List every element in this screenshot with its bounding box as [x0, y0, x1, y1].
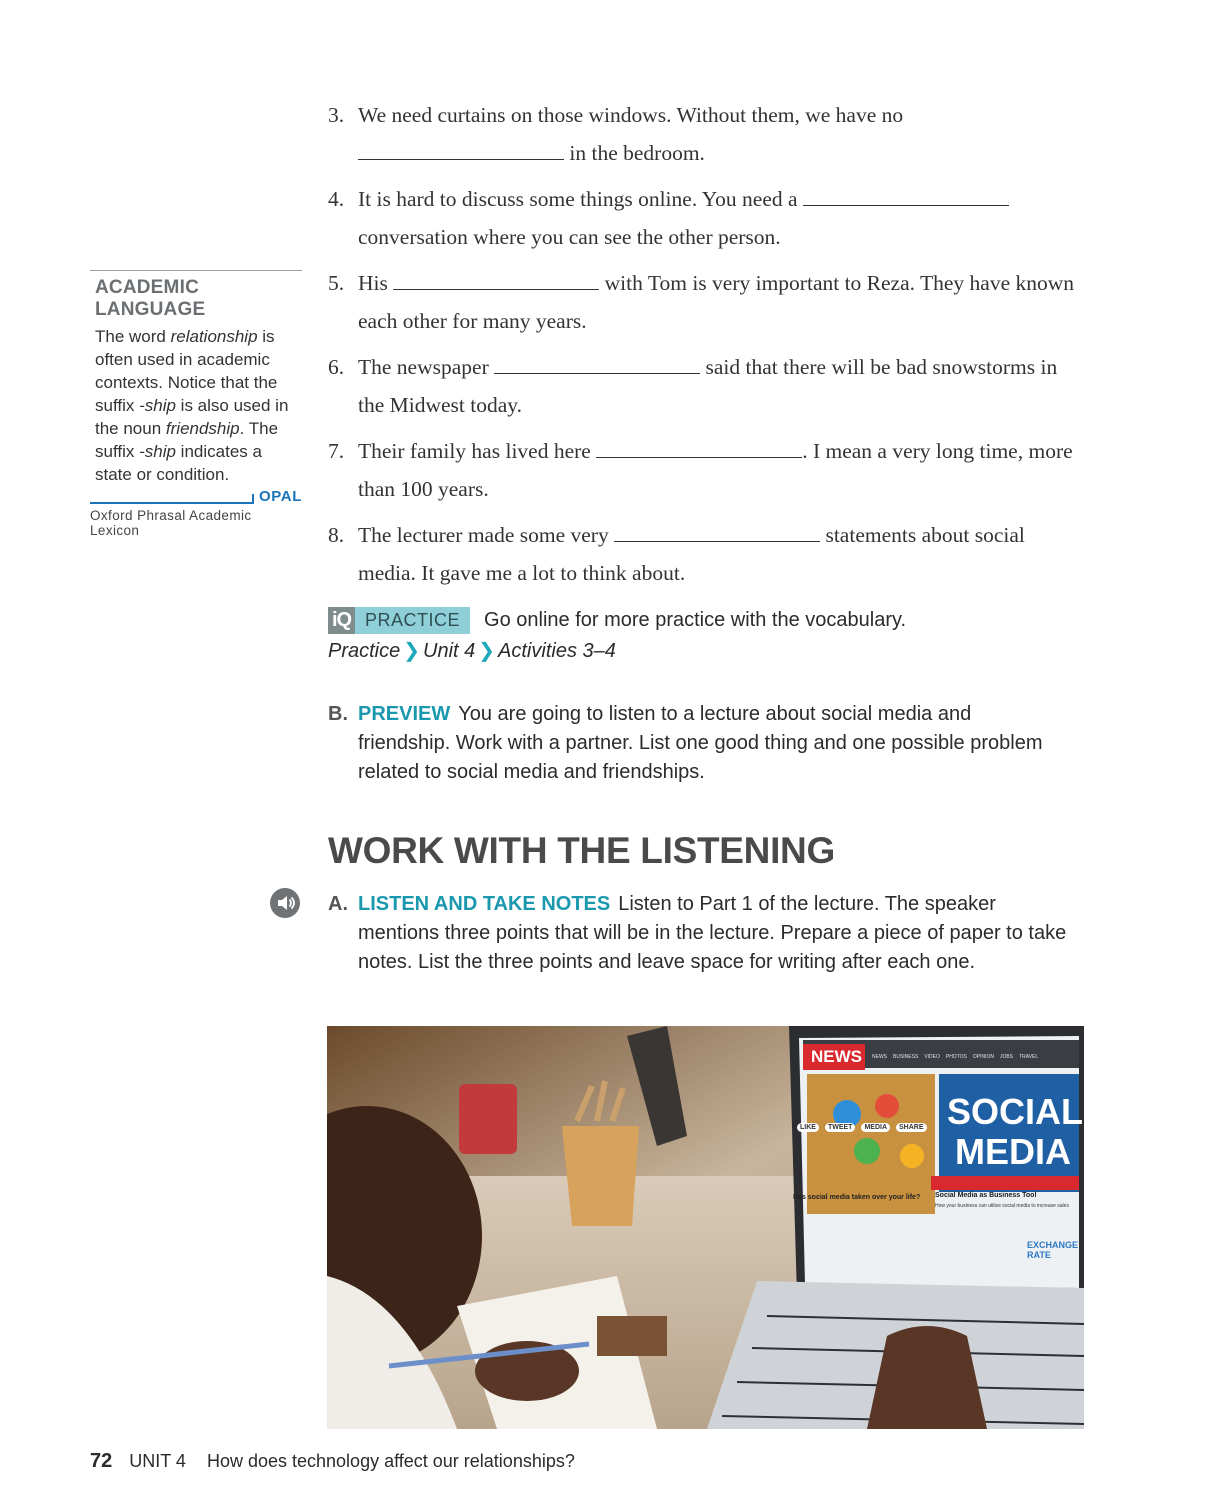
sidebar-text: . The suffix [95, 419, 279, 461]
chevron-right-icon: ❯ [478, 640, 496, 662]
answer-blank[interactable] [803, 183, 1009, 206]
chevron-right-icon: ❯ [403, 640, 421, 662]
activity-letter: A. [328, 893, 348, 915]
answer-blank[interactable] [494, 351, 700, 374]
nav-item: NEWS [872, 1054, 887, 1060]
media-bubble: MEDIA [861, 1123, 890, 1132]
news-headline: Has social media taken over your life? [793, 1194, 921, 1201]
exercise-item-5 [328, 264, 1088, 340]
nav-item: PHOTOS [945, 1054, 967, 1060]
preview-activity [328, 700, 1068, 787]
sidebar-text: is often used in academic contexts. Notice that the suffix [95, 327, 278, 415]
share-bubble: SHARE [896, 1123, 927, 1132]
item-text-after: . I mean a very long time, more than 100 years. [358, 439, 1073, 501]
item-text-after: conversation where you can see the other person. [358, 225, 781, 249]
answer-blank[interactable] [614, 519, 820, 542]
news-nav [872, 1054, 1072, 1060]
item-number: 3. [328, 103, 345, 127]
sidebar-term: -ship [139, 396, 176, 415]
tweet-bubble: TWEET [825, 1123, 856, 1132]
nav-item: OPINION [972, 1054, 995, 1060]
section-title: WORK WITH THE LISTENING [328, 830, 835, 871]
opal-rule [90, 494, 254, 504]
listen-activity [328, 890, 1068, 977]
banner-word: MEDIA [955, 1131, 1071, 1172]
exchange-rate-label [1027, 1240, 1078, 1260]
sidebar-rule [90, 270, 302, 271]
page-footer [90, 1450, 575, 1473]
activity-text: You are going to listen to a lecture about social media and friendship. Work with a partner. List one good thing and one possible problem related to social media and friendships. [358, 703, 1043, 783]
nav-item: VIDEO [924, 1054, 940, 1060]
item-text-before: The lecturer made some very [358, 523, 609, 547]
practice-path[interactable] [328, 638, 1088, 663]
item-number: 8. [328, 523, 345, 547]
iq-practice [328, 607, 1088, 663]
nav-item: JOBS [1000, 1054, 1014, 1060]
path-step: Practice [328, 640, 401, 662]
activity-letter: B. [328, 703, 348, 725]
exchange-word: EXCHANGE [1027, 1240, 1079, 1250]
nav-item: TRAVEL [1019, 1054, 1039, 1060]
like-bubble: LIKE [797, 1123, 819, 1132]
photo-laptop-social-media [327, 1026, 1084, 1429]
item-text-before: It is hard to discuss some things online. You need a [358, 187, 798, 211]
collage-bubbles [797, 1123, 927, 1132]
item-text-after: statements about social media. It gave me a lot to think about. [358, 523, 1025, 585]
answer-blank[interactable] [393, 267, 599, 290]
opal-full-name: Oxford Phrasal Academic Lexicon [90, 508, 252, 538]
item-text-before: The newspaper [358, 355, 489, 379]
item-number: 6. [328, 355, 345, 379]
unit-label: UNIT 4 [129, 1451, 186, 1471]
activity-text: Listen to Part 1 of the lecture. The speaker mentions three points that will be in the lecture. Prepare a piece of paper to take notes. List the three points and leave space for writing after each one. [358, 893, 1067, 973]
path-step: Activities 3–4 [498, 640, 616, 662]
sidebar-term: relationship [170, 327, 258, 346]
nav-item: BUSINESS [893, 1054, 919, 1060]
practice-badge: PRACTICE [355, 607, 470, 634]
practice-text: Go online for more practice with the vocabulary. [484, 609, 907, 631]
path-step: Unit 4 [423, 640, 476, 662]
exercise-items [328, 96, 1088, 600]
activity-label: PREVIEW [358, 703, 451, 725]
item-text-before: Their family has lived here [358, 439, 591, 463]
item-number: 5. [328, 271, 345, 295]
activity-label: LISTEN AND TAKE NOTES [358, 893, 611, 915]
item-text-after: in the bedroom. [569, 141, 705, 165]
item-text-before: We need curtains on those windows. Without them, we have no [358, 103, 904, 127]
sidebar-text: is also used in the noun [95, 396, 289, 438]
exercise-item-4 [328, 180, 1088, 256]
iq-logo: iQ [328, 607, 355, 634]
banner-word: SOCIAL [947, 1091, 1084, 1132]
sidebar-text: The word [95, 327, 171, 346]
news-logo: NEWS [811, 1047, 862, 1066]
sidebar-term: friendship [165, 419, 240, 438]
social-media-banner [947, 1092, 1083, 1172]
unit-question: How does technology affect our relationships? [206, 1451, 575, 1471]
item-number: 4. [328, 187, 345, 211]
answer-blank[interactable] [358, 137, 564, 160]
academic-language-sidebar [90, 270, 302, 538]
side-headline: Social Media as Business Tool [935, 1192, 1037, 1199]
exercise-item-6 [328, 348, 1088, 424]
page-number: 72 [90, 1450, 113, 1472]
sidebar-heading: ACADEMIC LANGUAGE [95, 277, 206, 320]
exercise-item-7 [328, 432, 1088, 508]
exercise-item-3 [328, 96, 1088, 172]
sidebar-body [95, 325, 302, 486]
item-number: 7. [328, 439, 345, 463]
side-subheadline: How your business can utilize social media to increase sales [935, 1203, 1069, 1209]
item-text-after: said that there will be bad snowstorms in the Midwest today. [358, 355, 1058, 417]
answer-blank[interactable] [596, 435, 802, 458]
exercise-item-8 [328, 516, 1088, 592]
opal-block [90, 490, 302, 538]
rate-word: RATE [1027, 1250, 1051, 1260]
item-text-after: with Tom is very important to Reza. They have known each other for many years. [358, 271, 1075, 333]
sidebar-text: indicates a state or condition. [95, 442, 262, 484]
item-text-before: His [358, 271, 388, 295]
audio-icon[interactable] [270, 888, 300, 918]
opal-label: OPAL [259, 488, 302, 505]
sidebar-term: -ship [139, 442, 176, 461]
